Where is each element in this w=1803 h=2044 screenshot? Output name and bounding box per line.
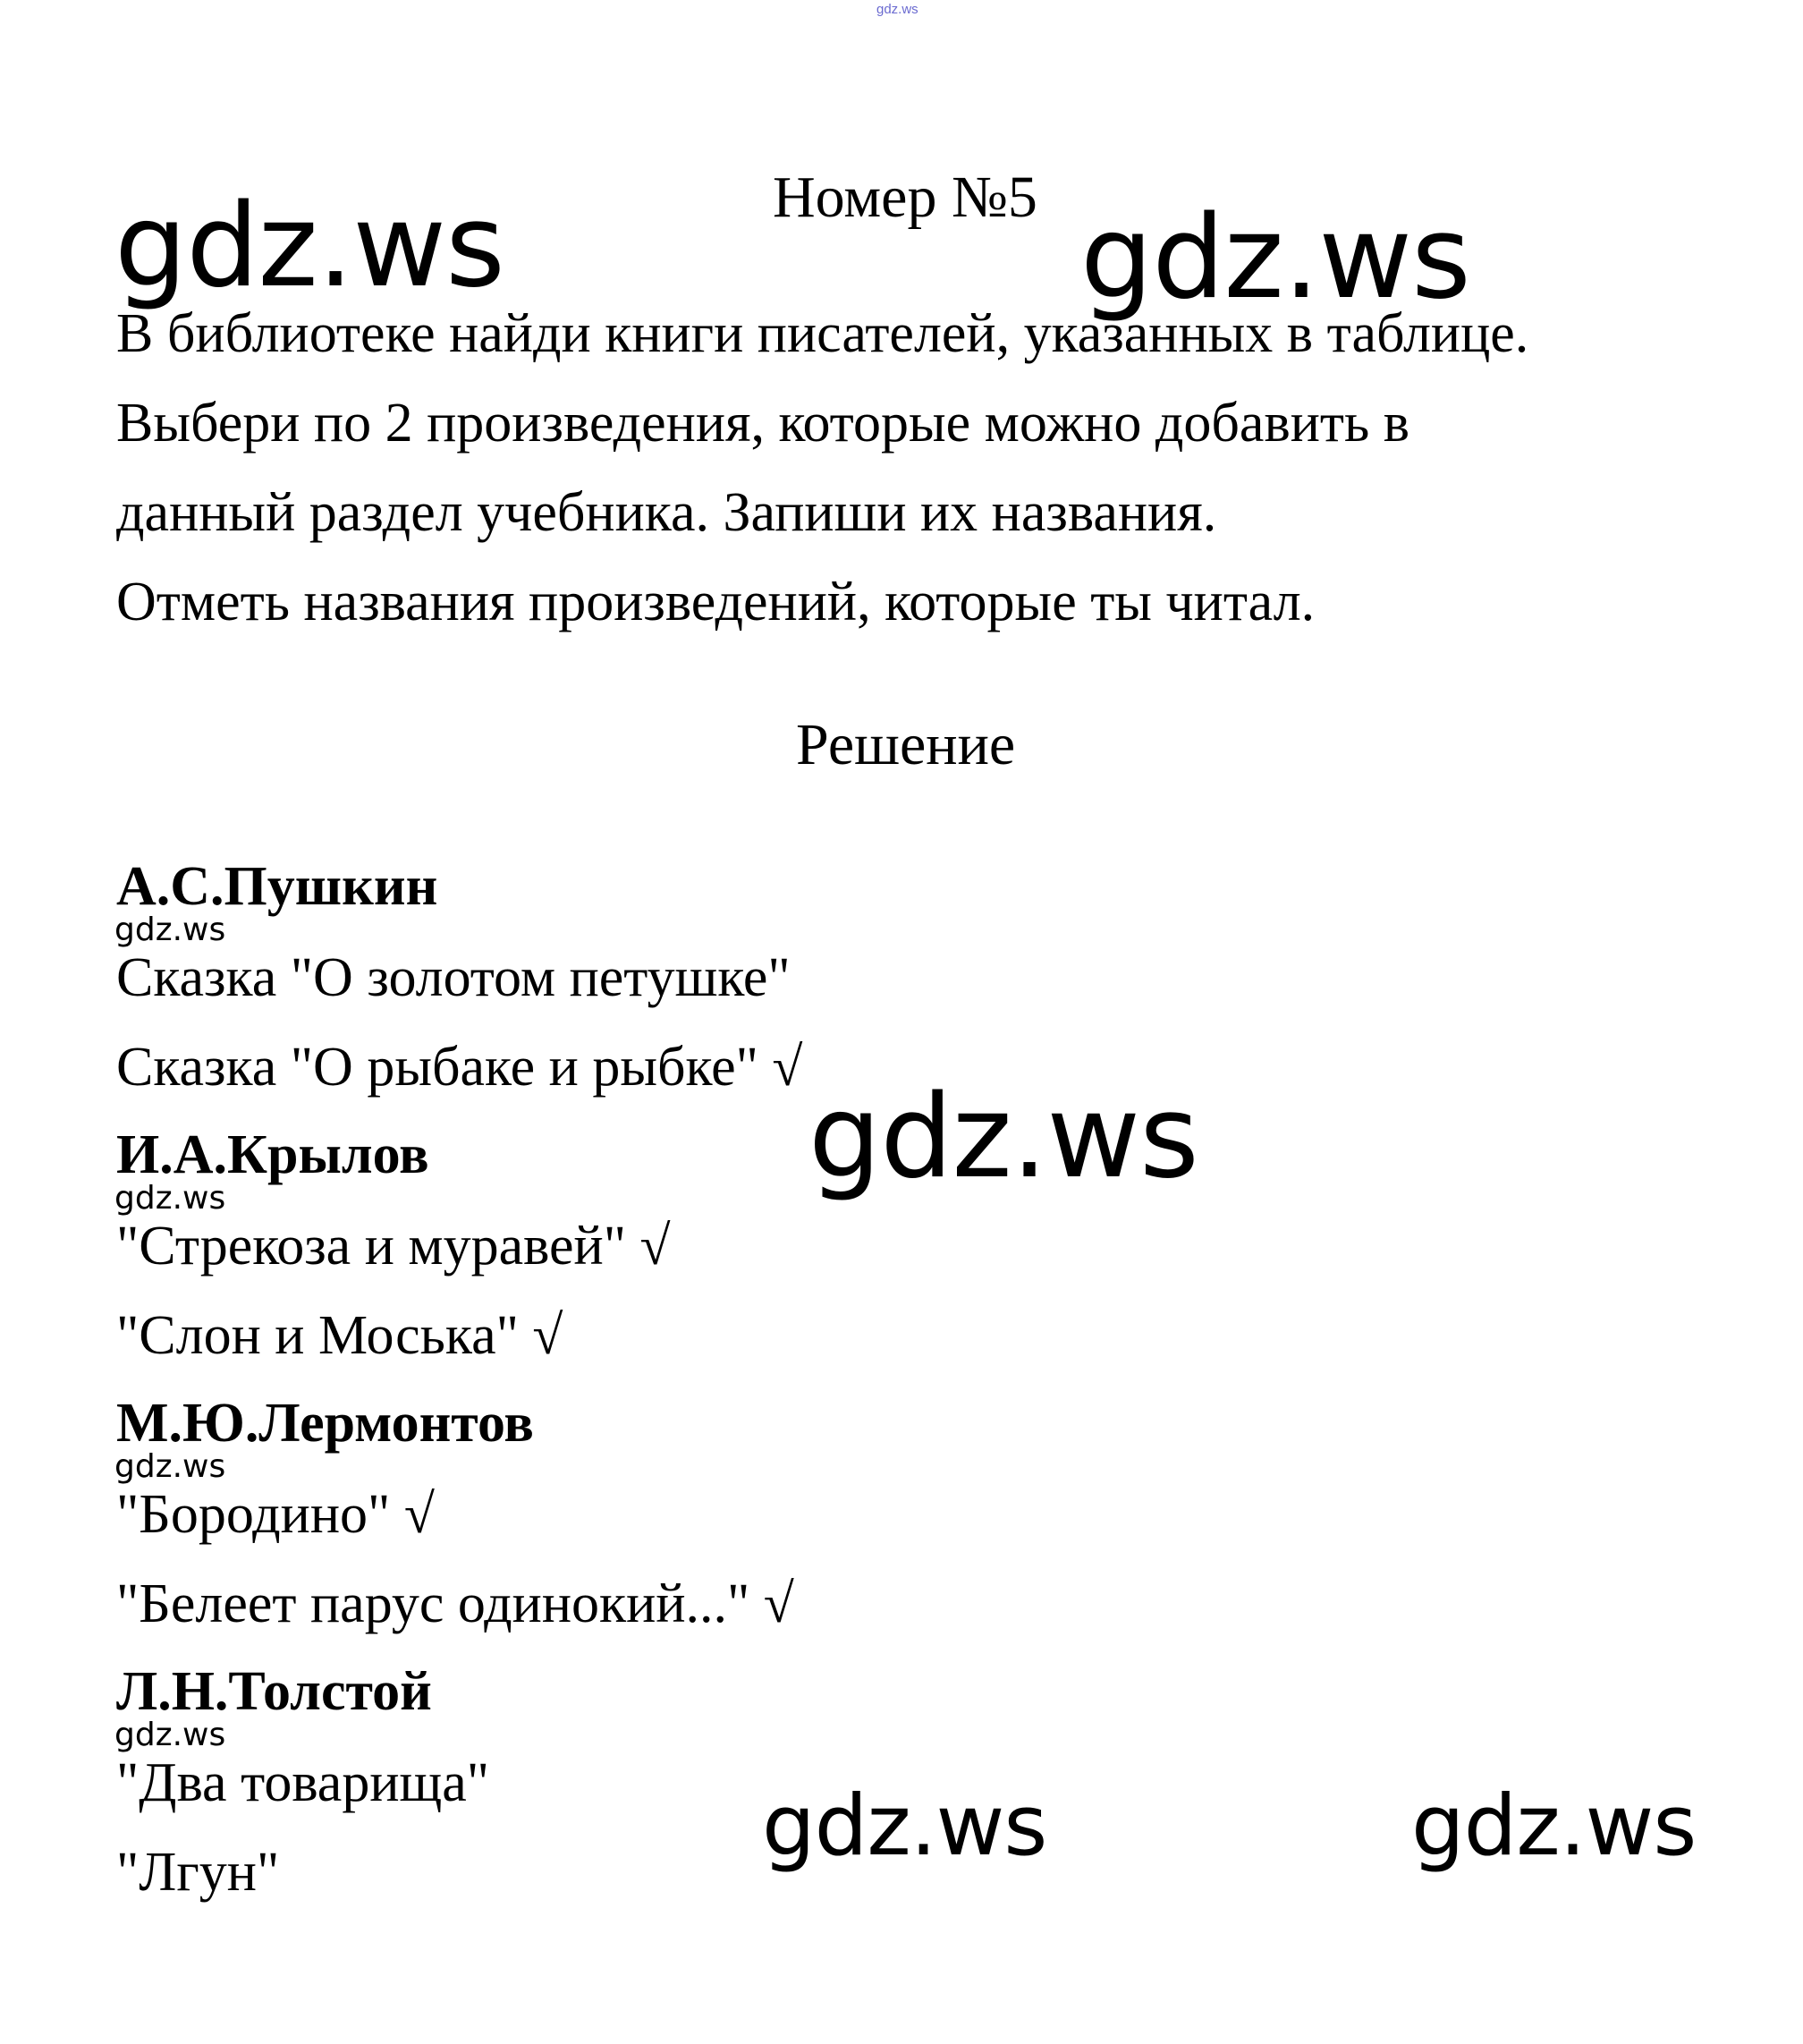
site-mark: gdz.ws — [876, 2, 918, 17]
task-line: Отметь названия произведений, которые ты читал. — [116, 572, 1316, 632]
watermark: gdz.ws — [114, 1717, 226, 1753]
work-title: Сказка "О рыбаке и рыбке" √ — [116, 1037, 803, 1098]
task-line: данный раздел учебника. Запиши их названия. — [116, 482, 1217, 543]
watermark: gdz.ws — [114, 180, 504, 313]
watermark: gdz.ws — [1080, 191, 1470, 325]
author-name: И.А.Крылов — [116, 1124, 429, 1185]
author-name: Л.Н.Толстой — [116, 1661, 432, 1722]
author-name: М.Ю.Лермонтов — [116, 1393, 534, 1454]
task-line: Выбери по 2 произведения, которые можно добавить в — [116, 393, 1410, 454]
watermark: gdz.ws — [808, 1071, 1198, 1204]
watermark: gdz.ws — [1411, 1777, 1697, 1875]
author-name: А.С.Пушкин — [116, 856, 438, 917]
work-title: "Два товарища" — [116, 1752, 490, 1813]
work-title: "Бородино" √ — [116, 1484, 435, 1545]
page-title: Номер №5 — [773, 165, 1037, 230]
work-title: "Стрекоза и муравей" √ — [116, 1216, 671, 1276]
work-title: Сказка "О золотом петушке" — [116, 947, 791, 1008]
watermark: gdz.ws — [114, 912, 226, 948]
solution-heading: Решение — [796, 712, 1016, 777]
work-title: "Слон и Моська" √ — [116, 1305, 563, 1366]
watermark: gdz.ws — [114, 1448, 226, 1485]
task-line: В библиотеке найди книги писателей, указанных в таблице. — [116, 303, 1529, 364]
work-title: "Лгун" — [116, 1842, 280, 1903]
work-title: "Белеет парус одинокий..." √ — [116, 1573, 794, 1634]
watermark: gdz.ws — [114, 1180, 226, 1217]
watermark: gdz.ws — [762, 1777, 1047, 1875]
